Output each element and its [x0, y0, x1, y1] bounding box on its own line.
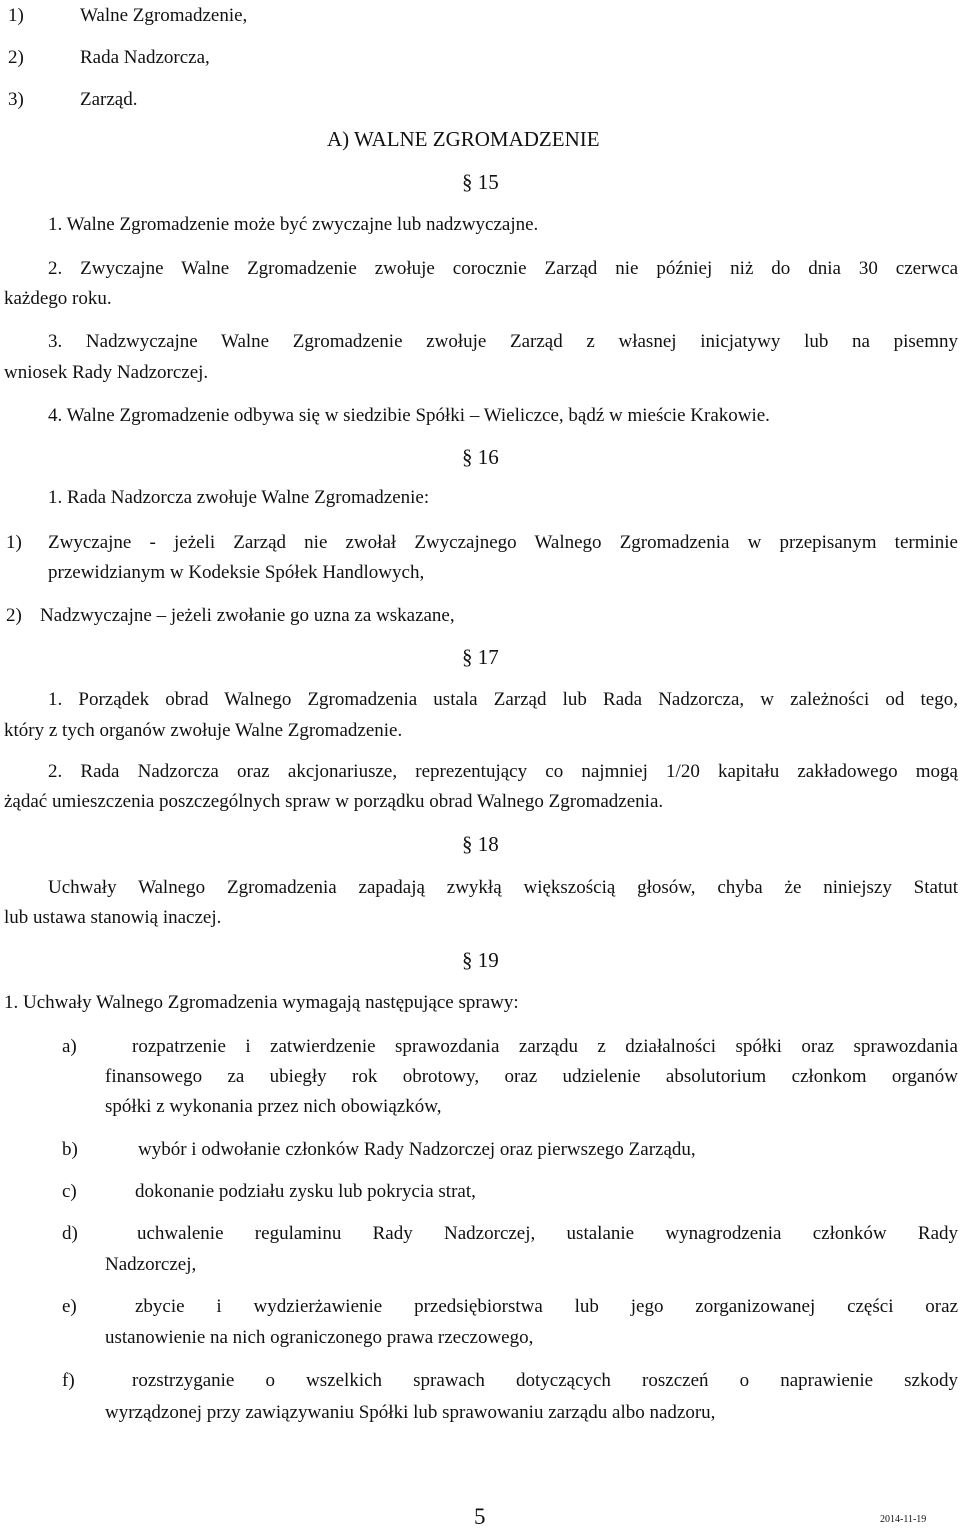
list-letter: b) — [62, 1139, 78, 1160]
paragraph-item-line: wniosek Rady Nadzorczej. — [4, 362, 209, 383]
paragraph-item-line: 3. Nadzwyczajne Walne Zgromadzenie zwołuje Zarząd z własnej inicjatywy lub na pisemny — [48, 331, 958, 352]
list-item-line: Nadzwyczajne – jeżeli zwołanie go uzna za wskazane, — [40, 605, 455, 626]
paragraph-item-line: żądać umieszczenia poszczególnych spraw w porządku obrad Walnego Zgromadzenia. — [4, 791, 664, 812]
list-letter: e) — [62, 1296, 77, 1317]
organ-text: Rada Nadzorcza, — [80, 47, 210, 68]
list-item-line: przewidzianym w Kodeksie Spółek Handlowych, — [48, 562, 425, 583]
footer-date: 2014-11-19 — [880, 1514, 927, 1525]
list-item-line: uchwalenie regulaminu Rady Nadzorczej, ustalanie wynagrodzenia członków Rady — [137, 1223, 958, 1244]
paragraph-sign: § 15 — [462, 170, 499, 194]
paragraph-sign: § 19 — [462, 948, 499, 972]
list-letter: a) — [62, 1036, 77, 1057]
list-number: 2) — [6, 605, 22, 626]
page-number: 5 — [474, 1504, 486, 1529]
paragraph-item: 4. Walne Zgromadzenie odbywa się w siedzibie Spółki – Wieliczce, bądź w mieście Krakowie. — [48, 405, 770, 426]
paragraph-item-line: który z tych organów zwołuje Walne Zgromadzenie. — [4, 720, 403, 741]
list-item-line: Zwyczajne - jeżeli Zarząd nie zwołał Zwyczajnego Walnego Zgromadzenia w przepisanym terminie — [48, 532, 958, 553]
list-letter: c) — [62, 1181, 77, 1202]
list-item-line: Nadzorczej, — [105, 1254, 197, 1275]
organ-number: 1) — [8, 5, 24, 26]
list-item-line: zbycie i wydzierżawienie przedsiębiorstwa lub jego zorganizowanej części oraz — [135, 1296, 958, 1317]
organ-text: Walne Zgromadzenie, — [80, 5, 248, 26]
list-letter: f) — [62, 1370, 75, 1391]
paragraph-line: lub ustawa stanowią inaczej. — [4, 907, 222, 928]
list-letter: d) — [62, 1223, 78, 1244]
paragraph-item-line: 1. Porządek obrad Walnego Zgromadzenia ustala Zarząd lub Rada Nadzorcza, w zależności od tego, — [48, 689, 958, 710]
paragraph-sign: § 17 — [462, 645, 499, 669]
list-item-line: wyrządzonej przy zawiązywaniu Spółki lub sprawowaniu zarządu albo nadzoru, — [105, 1402, 716, 1423]
list-item-line: finansowego za ubiegły rok obrotowy, oraz udzielenie absolutorium członkom organów — [105, 1066, 958, 1087]
paragraph-line: Uchwały Walnego Zgromadzenia zapadają zwykłą większością głosów, chyba że niniejszy Statut — [48, 877, 958, 898]
paragraph-item: 1. Walne Zgromadzenie może być zwyczajne lub nadzwyczajne. — [48, 214, 539, 235]
list-item-line: rozpatrzenie i zatwierdzenie sprawozdania zarządu z działalności spółki oraz sprawozdania — [132, 1036, 958, 1057]
list-item-line: ustanowienie na nich ograniczonego prawa rzeczowego, — [105, 1327, 534, 1348]
organ-number: 2) — [8, 47, 24, 68]
paragraph-sign: § 16 — [462, 445, 499, 469]
paragraph-sign: § 18 — [462, 832, 499, 856]
paragraph-item-line: 2. Zwyczajne Walne Zgromadzenie zwołuje corocznie Zarząd nie później niż do dnia 30 czerwca — [48, 258, 958, 279]
list-number: 1) — [6, 532, 22, 553]
list-item-line: spółki z wykonania przez nich obowiązków, — [105, 1096, 442, 1117]
list-item-line: rozstrzyganie o wszelkich sprawach dotyczących roszczeń o naprawienie szkody — [132, 1370, 958, 1391]
paragraph-item-line: każdego roku. — [4, 288, 112, 309]
list-item-line: wybór i odwołanie członków Rady Nadzorczej oraz pierwszego Zarządu, — [138, 1139, 696, 1160]
paragraph-item-line: 2. Rada Nadzorcza oraz akcjonariusze, reprezentujący co najmniej 1/20 kapitału zakładowego mogą — [48, 761, 958, 782]
organ-text: Zarząd. — [80, 89, 138, 110]
organ-number: 3) — [8, 89, 24, 110]
section-heading: A) WALNE ZGROMADZENIE — [327, 127, 600, 151]
paragraph-item: 1. Rada Nadzorcza zwołuje Walne Zgromadzenie: — [48, 487, 430, 508]
list-item-line: dokonanie podziału zysku lub pokrycia strat, — [135, 1181, 476, 1202]
paragraph-item: 1. Uchwały Walnego Zgromadzenia wymagają następujące sprawy: — [4, 992, 519, 1013]
